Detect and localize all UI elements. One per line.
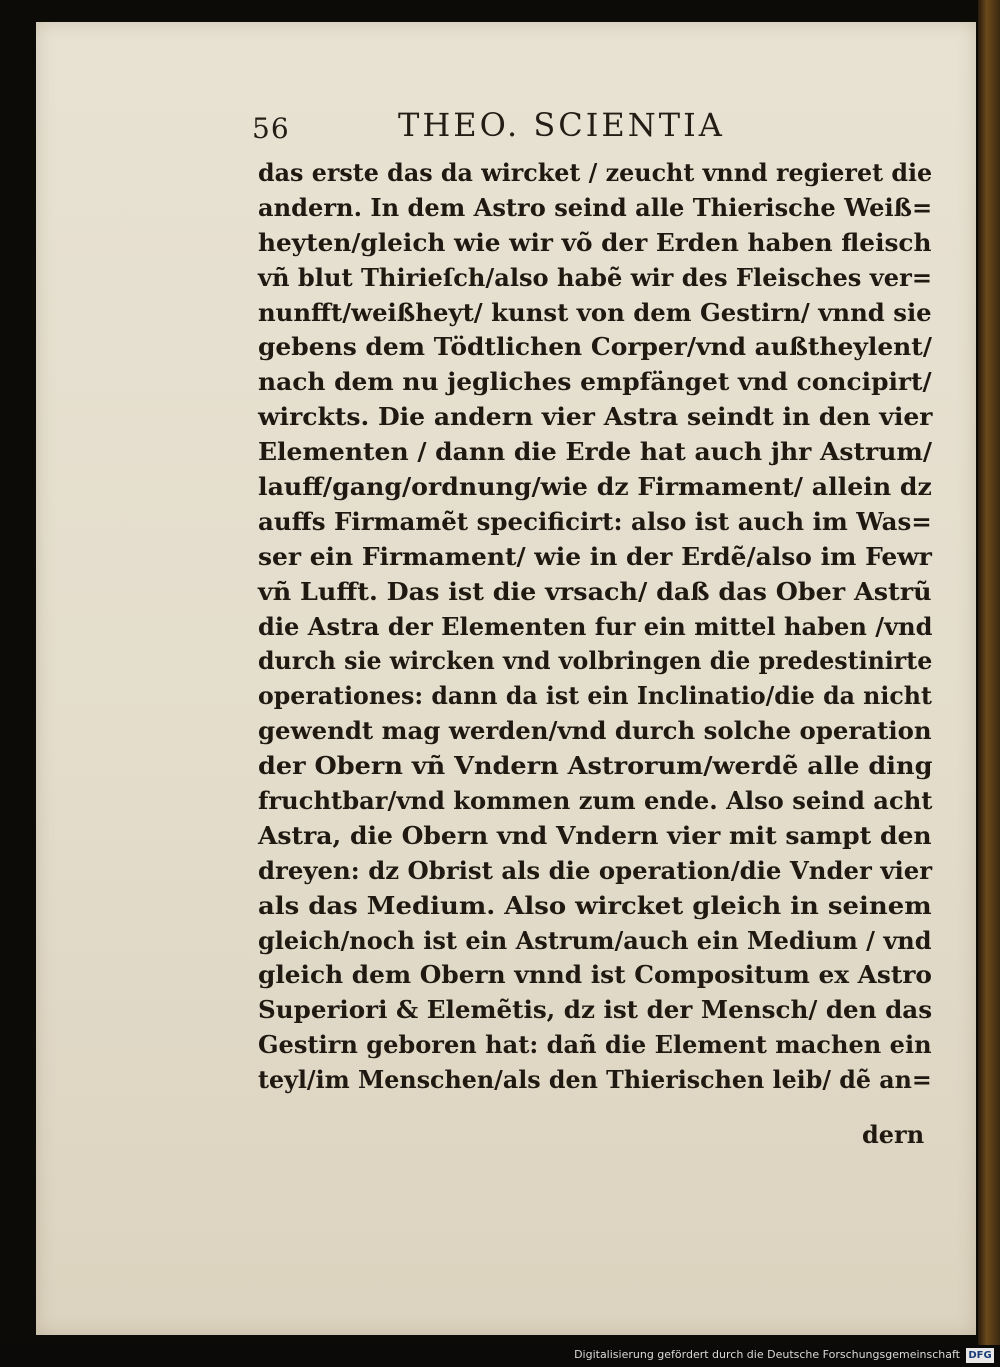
book-edge (978, 0, 1000, 1345)
text-line: gleich/noch ist ein Astrum/auch ein Medium / vnd (258, 925, 932, 955)
text-line: wirckts. Die andern vier Astra seindt in den vier (258, 402, 933, 432)
body-text (258, 156, 932, 1098)
text-line: das erste das da wircket / zeucht vnnd regieret die (258, 158, 933, 187)
text-line: dreyen: dz Obrist als die operation/die Vnder vier (258, 855, 933, 885)
text-line: gebens dem Tödtlichen Corper/vnd außtheylent/ (258, 332, 932, 362)
text-line: operationes: dann da ist ein Inclinatio/die da nicht (258, 681, 932, 711)
text-line: Superiori & Elemẽtis, dz ist der Mensch/ den das (258, 995, 933, 1025)
text-line: nunfft/weißheyt/ kunst von dem Gestirn/ vnnd sie (258, 297, 932, 327)
text-line: vñ Lufft. Das ist die vrsach/ daß das Ober Astrũ (258, 576, 932, 606)
dfg-logo: DFG (966, 1348, 994, 1363)
text-line: als das Medium. Also wircket gleich in seinem (258, 890, 932, 920)
footer-bar (0, 1345, 1000, 1367)
text-line: nach dem nu jegliches empfänget vnd concipirt/ (258, 367, 932, 397)
text-line: vñ blut Thirieſch/also habẽ wir des Fleisches ver= (258, 262, 933, 292)
page-number: 56 (252, 112, 290, 145)
funding-credit: Digitalisierung gefördert durch die Deutsche Forschungsgemeinschaft (574, 1348, 960, 1361)
text-line: Elementen / dann die Erde hat auch jhr Astrum/ (258, 437, 933, 467)
text-line: der Obern vñ Vndern Astrorum/werdẽ alle ding (258, 751, 933, 781)
text-line: gewendt mag werden/vnd durch solche operation (258, 716, 932, 746)
page-header (252, 106, 752, 152)
text-line: fruchtbar/vnd kommen zum ende. Also seind acht (258, 786, 933, 816)
text-line: andern. In dem Astro seind alle Thierische Weiß= (258, 192, 933, 222)
running-head: THEO. SCIENTIA (398, 106, 725, 144)
text-line: auffs Firmamẽt specificirt: also ist auch im Was= (258, 506, 932, 536)
text-line: lauff/gang/ordnung/wie dz Firmament/ allein dz (258, 472, 932, 502)
text-line: Gestirn geboren hat: dañ die Element machen ein (258, 1030, 932, 1060)
catchword: dern (862, 1120, 925, 1149)
text-line: Astra, die Obern vnd Vndern vier mit sampt den (258, 820, 932, 850)
text-line: ser ein Firmament/ wie in der Erdẽ/also im Fewr (258, 541, 932, 571)
text-line: gleich dem Obern vnnd ist Compositum ex Astro (258, 960, 932, 990)
text-line: die Astra der Elementen fur ein mittel haben /vnd (258, 611, 933, 641)
text-line: teyl/im Menschen/als den Thierischen leib/ dẽ an= (258, 1065, 932, 1095)
text-line: durch sie wircken vnd volbringen die predestinirte (258, 646, 933, 676)
text-line: heyten/gleich wie wir võ der Erden haben fleisch (258, 227, 932, 257)
